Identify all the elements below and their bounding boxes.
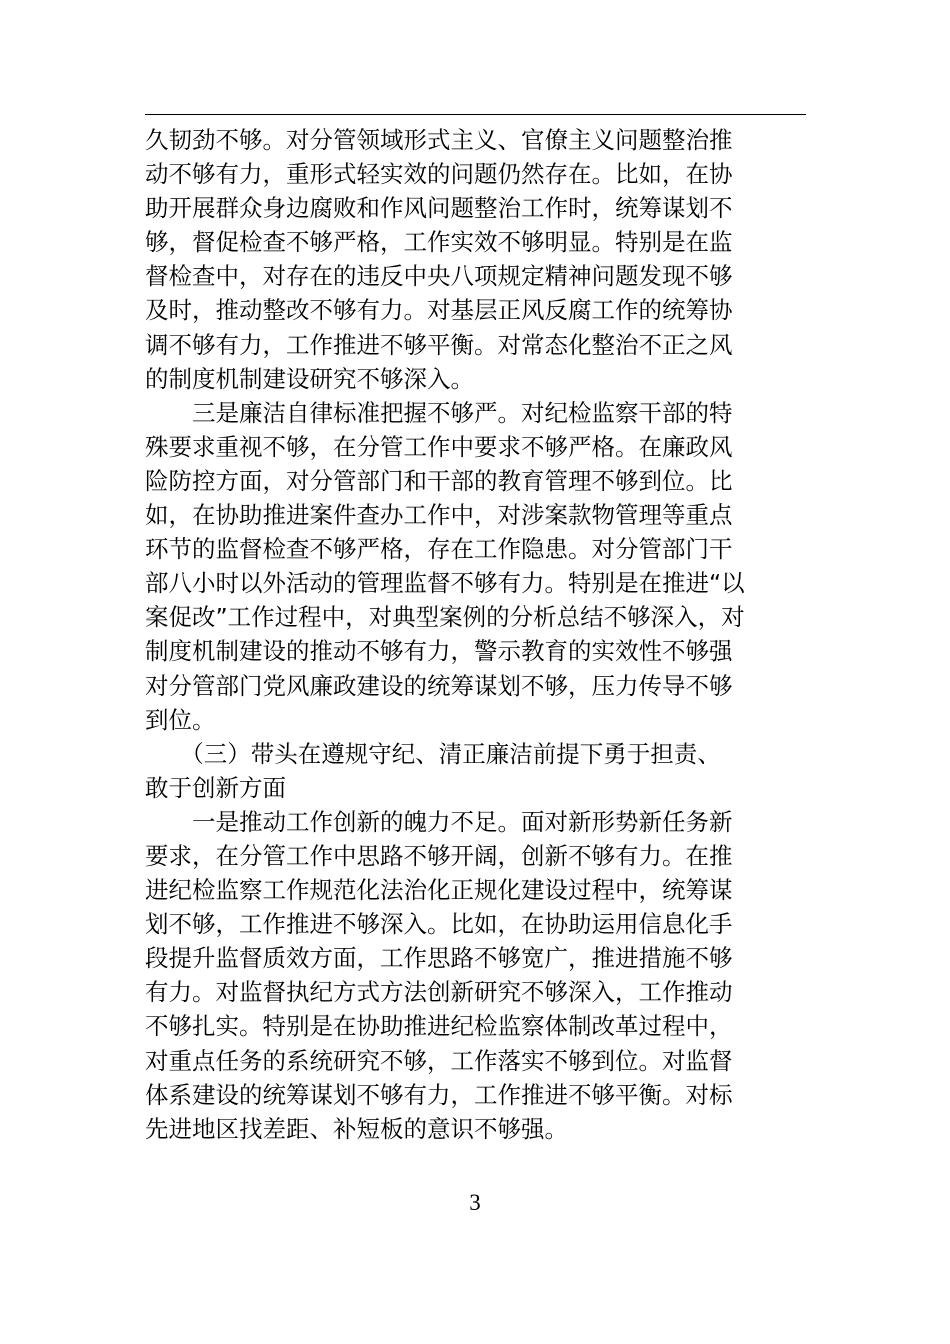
text-line: 制度机制建设的推动不够有力，警示教育的实效性不够强 [145, 637, 733, 666]
text-line: 对分管部门党风廉政建设的统筹谋划不够，压力传导不够 [145, 671, 733, 700]
text-line: （三）带头在遵规守纪、清正廉洁前提下勇于担责、 [145, 739, 721, 768]
text-line: 部八小时以外活动的管理监督不够有力。特别是在推进“以 [145, 569, 745, 598]
text-line: 险防控方面，对分管部门和干部的教育管理不够到位。比 [145, 466, 733, 495]
text-line: 体系建设的统筹谋划不够有力，工作推进不够平衡。对标 [145, 1080, 733, 1109]
text-line: 调不够有力，工作推进不够平衡。对常态化整治不正之风 [145, 330, 733, 359]
text-line: 要求，在分管工作中思路不够开阔，创新不够有力。在推 [145, 841, 733, 870]
page-number: 3 [469, 1190, 481, 1215]
text-line: 到位。 [145, 705, 216, 734]
header-rule [145, 114, 806, 115]
text-line: 敢于创新方面 [145, 773, 286, 802]
text-line: 久韧劲不够。对分管领域形式主义、官僚主义问题整治推 [145, 126, 733, 154]
text-line: 动不够有力，重形式轻实效的问题仍然存在。比如，在协 [145, 160, 733, 189]
text-line: 殊要求重视不够，在分管工作中要求不够严格。在廉政风 [145, 432, 733, 461]
text-line: 够，督促检查不够严格，工作实效不够明显。特别是在监 [145, 228, 733, 257]
text-line: 有力。对监督执纪方式方法创新研究不够深入，工作推动 [145, 978, 733, 1007]
body-text [145, 123, 806, 1146]
text-line: 案促改”工作过程中，对典型案例的分析总结不够深入，对 [145, 603, 745, 632]
text-line: 三是廉洁自律标准把握不够严。对纪检监察干部的特 [145, 398, 733, 427]
text-line: 助开展群众身边腐败和作风问题整治工作时，统筹谋划不 [145, 194, 733, 223]
text-line: 的制度机制建设研究不够深入。 [145, 364, 474, 393]
text-line: 督检查中，对存在的违反中央八项规定精神问题发现不够 [145, 262, 733, 291]
text-line: 先进地区找差距、补短板的意识不够强。 [145, 1114, 568, 1143]
text-line: 环节的监督检查不够严格，存在工作隐患。对分管部门干 [145, 535, 733, 564]
text-line: 如，在协助推进案件查办工作中，对涉案款物管理等重点 [145, 501, 733, 530]
text-line: 一是推动工作创新的魄力不足。面对新形势新任务新 [145, 807, 733, 836]
text-line: 对重点任务的系统研究不够，工作落实不够到位。对监督 [145, 1046, 733, 1075]
text-line: 进纪检监察工作规范化法治化正规化建设过程中，统筹谋 [145, 876, 733, 905]
text-line: 段提升监督质效方面，工作思路不够宽广，推进措施不够 [145, 944, 733, 973]
text-line: 及时，推动整改不够有力。对基层正风反腐工作的统筹协 [145, 296, 733, 325]
text-line: 划不够，工作推进不够深入。比如，在协助运用信息化手 [145, 910, 733, 939]
text-line: 不够扎实。特别是在协助推进纪检监察体制改革过程中， [145, 1012, 733, 1041]
